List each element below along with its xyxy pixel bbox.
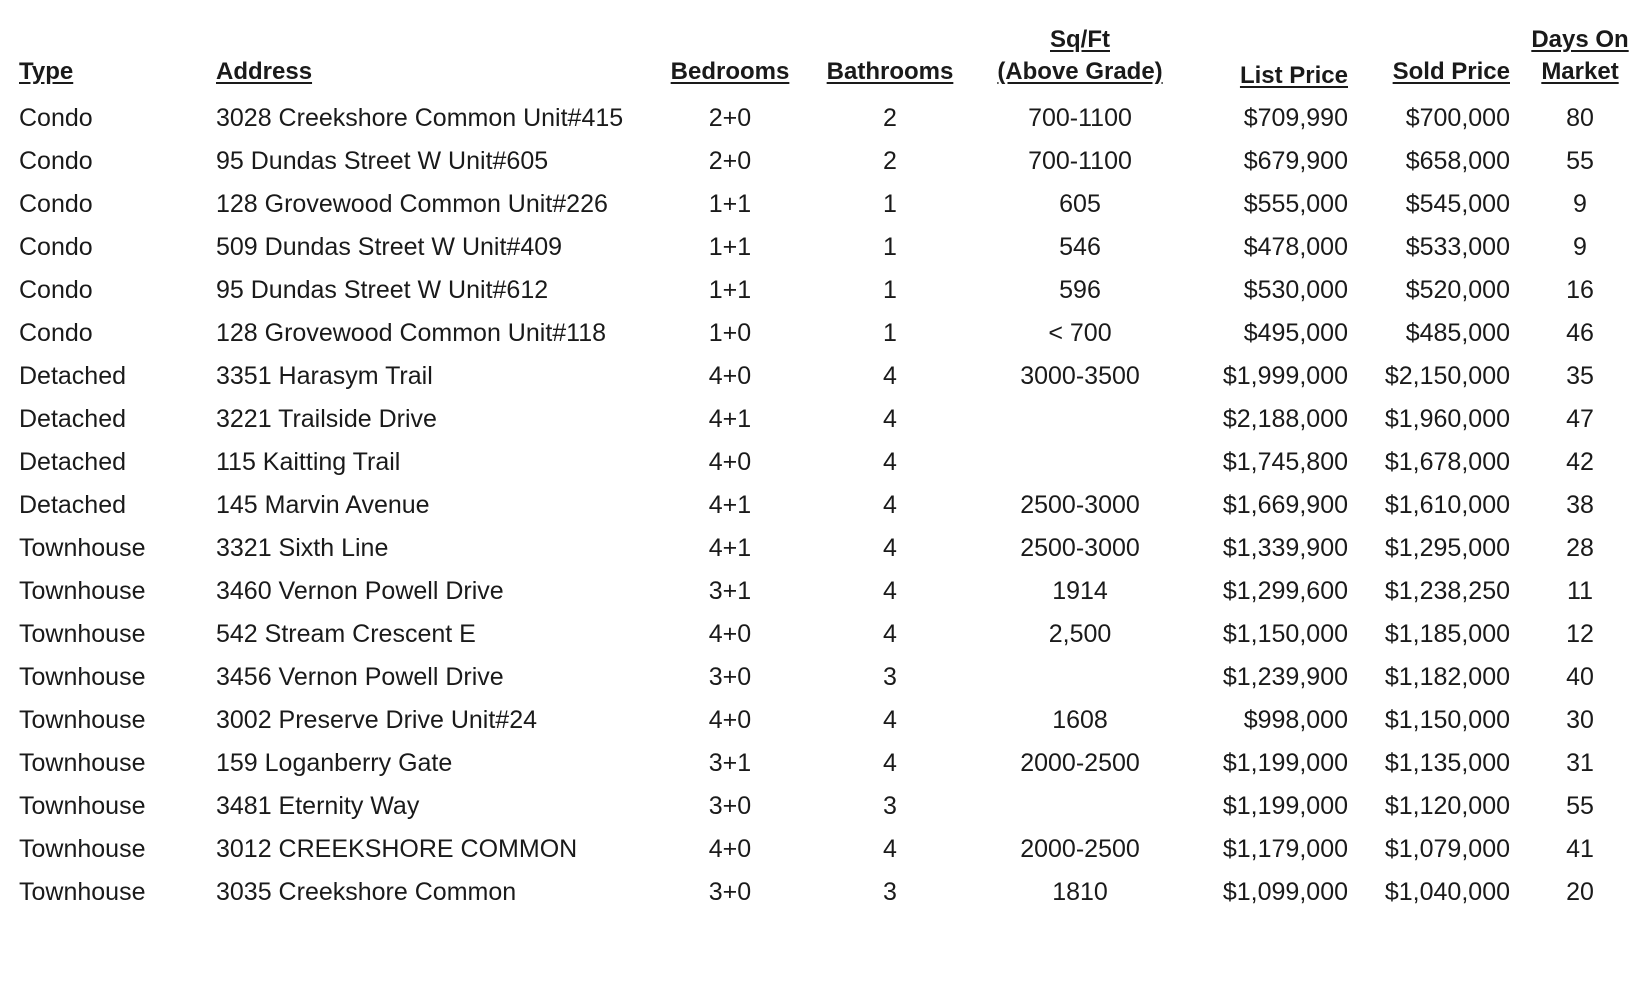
cell-days-on-market: 12 (1566, 620, 1594, 648)
cell-bathrooms: 4 (883, 577, 897, 605)
cell-days-on-market: 38 (1566, 491, 1594, 519)
cell-sqft: 3000-3500 (1020, 362, 1140, 390)
cell-bedrooms: 1+1 (708, 190, 752, 218)
table-row (0, 95, 1650, 141)
cell-list-price: $495,000 (1243, 319, 1348, 347)
cell-sold-price: $1,678,000 (1384, 448, 1510, 476)
cell-days-on-market: 46 (1566, 319, 1594, 347)
cell-type: Townhouse (19, 706, 146, 734)
cell-type: Condo (19, 319, 93, 347)
header-address (216, 56, 646, 88)
cell-bedrooms: 3+0 (708, 792, 752, 820)
cell-bedrooms: 4+0 (708, 835, 752, 863)
cell-type: Townhouse (19, 792, 146, 820)
cell-sqft: 2,500 (1048, 620, 1112, 648)
cell-sqft: 700-1100 (1028, 147, 1132, 175)
cell-address: 115 Kaitting Trail (216, 448, 401, 476)
cell-list-price: $1,999,000 (1222, 362, 1348, 390)
cell-sqft: 1914 (1052, 577, 1108, 605)
header-bedrooms (660, 56, 800, 88)
cell-days-on-market: 30 (1566, 706, 1594, 734)
cell-type: Condo (19, 104, 93, 132)
table-row (0, 525, 1650, 571)
cell-address: 3028 Creekshore Common Unit#415 (216, 104, 624, 132)
cell-bedrooms: 4+1 (708, 534, 752, 562)
cell-address: 159 Loganberry Gate (216, 749, 453, 777)
cell-bedrooms: 2+0 (708, 147, 752, 175)
header-sold-price-label: Sold Price (1392, 58, 1510, 85)
cell-days-on-market: 41 (1566, 835, 1594, 863)
cell-sqft: 1810 (1052, 878, 1108, 906)
cell-list-price: $1,745,800 (1222, 448, 1348, 476)
table-row (0, 740, 1650, 786)
cell-address: 3351 Harasym Trail (216, 362, 433, 390)
cell-sqft: 596 (1059, 276, 1101, 304)
cell-address: 3321 Sixth Line (216, 534, 389, 562)
cell-bedrooms: 4+1 (708, 491, 752, 519)
cell-address: 3221 Trailside Drive (216, 405, 437, 433)
cell-address: 542 Stream Crescent E (216, 620, 476, 648)
cell-list-price: $1,669,900 (1222, 491, 1348, 519)
cell-address: 3002 Preserve Drive Unit#24 (216, 706, 537, 734)
cell-address: 128 Grovewood Common Unit#226 (216, 190, 608, 218)
cell-type: Townhouse (19, 749, 146, 777)
table-row (0, 138, 1650, 184)
cell-bathrooms: 4 (883, 749, 897, 777)
cell-sold-price: $1,040,000 (1384, 878, 1510, 906)
cell-sqft: 2500-3000 (1020, 534, 1140, 562)
cell-type: Detached (19, 448, 127, 476)
cell-sold-price: $520,000 (1405, 276, 1510, 304)
table-row (0, 396, 1650, 442)
cell-list-price: $1,199,000 (1222, 792, 1348, 820)
table-row (0, 439, 1650, 485)
table-row (0, 869, 1650, 915)
cell-days-on-market: 35 (1566, 362, 1594, 390)
cell-days-on-market: 42 (1566, 448, 1594, 476)
header-bathrooms (820, 56, 960, 88)
cell-days-on-market: 40 (1566, 663, 1594, 691)
header-list-price (1180, 60, 1348, 92)
cell-type: Condo (19, 147, 93, 175)
cell-days-on-market: 16 (1566, 276, 1594, 304)
cell-sold-price: $2,150,000 (1384, 362, 1510, 390)
cell-sold-price: $1,079,000 (1384, 835, 1510, 863)
cell-list-price: $679,900 (1243, 147, 1348, 175)
cell-address: 145 Marvin Avenue (216, 491, 430, 519)
cell-bedrooms: 1+0 (708, 319, 752, 347)
table-row (0, 568, 1650, 614)
cell-bathrooms: 4 (883, 491, 897, 519)
cell-bathrooms: 3 (883, 792, 897, 820)
header-days-line2: Market (1541, 58, 1619, 85)
cell-days-on-market: 11 (1567, 577, 1593, 605)
table-row (0, 611, 1650, 657)
cell-list-price: $530,000 (1243, 276, 1348, 304)
cell-bathrooms: 4 (883, 448, 897, 476)
cell-sold-price: $1,295,000 (1384, 534, 1510, 562)
cell-sold-price: $1,182,000 (1384, 663, 1510, 691)
cell-address: 95 Dundas Street W Unit#612 (216, 276, 549, 304)
cell-list-price: $998,000 (1243, 706, 1348, 734)
cell-bathrooms: 3 (883, 878, 897, 906)
table-row (0, 697, 1650, 743)
cell-bedrooms: 2+0 (708, 104, 752, 132)
cell-sold-price: $700,000 (1405, 104, 1510, 132)
cell-bedrooms: 3+1 (708, 749, 752, 777)
cell-list-price: $709,990 (1243, 104, 1348, 132)
cell-type: Condo (19, 276, 93, 304)
cell-address: 3012 CREEKSHORE COMMON (216, 835, 578, 863)
table-row (0, 353, 1650, 399)
cell-type: Detached (19, 405, 127, 433)
cell-sold-price: $1,960,000 (1384, 405, 1510, 433)
cell-bathrooms: 4 (883, 405, 897, 433)
cell-days-on-market: 20 (1566, 878, 1594, 906)
header-bedrooms-label: Bedrooms (670, 58, 790, 85)
cell-bedrooms: 4+0 (708, 620, 752, 648)
header-sqft (980, 24, 1180, 88)
cell-address: 3035 Creekshore Common (216, 878, 517, 906)
cell-list-price: $1,150,000 (1222, 620, 1348, 648)
cell-sold-price: $545,000 (1405, 190, 1510, 218)
cell-type: Condo (19, 190, 93, 218)
cell-bathrooms: 4 (883, 534, 897, 562)
cell-bathrooms: 4 (883, 835, 897, 863)
cell-days-on-market: 80 (1566, 104, 1594, 132)
cell-address: 509 Dundas Street W Unit#409 (216, 233, 563, 261)
table-row (0, 783, 1650, 829)
cell-sold-price: $1,238,250 (1384, 577, 1510, 605)
cell-address: 95 Dundas Street W Unit#605 (216, 147, 549, 175)
cell-days-on-market: 55 (1566, 147, 1594, 175)
table-row (0, 654, 1650, 700)
cell-bedrooms: 4+0 (708, 448, 752, 476)
cell-bathrooms: 1 (883, 190, 897, 218)
cell-list-price: $1,339,900 (1222, 534, 1348, 562)
cell-bathrooms: 4 (883, 620, 897, 648)
header-sold-price (1348, 56, 1510, 88)
table-header (0, 18, 1650, 88)
cell-bedrooms: 4+1 (708, 405, 752, 433)
cell-sqft: 546 (1059, 233, 1101, 261)
cell-days-on-market: 47 (1566, 405, 1594, 433)
cell-sold-price: $1,135,000 (1384, 749, 1510, 777)
cell-bathrooms: 1 (883, 319, 897, 347)
cell-sold-price: $485,000 (1405, 319, 1510, 347)
cell-bedrooms: 1+1 (708, 276, 752, 304)
cell-bedrooms: 3+0 (708, 663, 752, 691)
cell-type: Detached (19, 362, 127, 390)
header-address-label: Address (216, 58, 313, 85)
cell-list-price: $1,099,000 (1222, 878, 1348, 906)
header-type-label: Type (19, 58, 74, 85)
cell-list-price: $2,188,000 (1222, 405, 1348, 433)
cell-list-price: $1,239,900 (1222, 663, 1348, 691)
cell-days-on-market: 9 (1573, 190, 1587, 218)
header-sqft-line2: (Above Grade) (997, 58, 1163, 85)
cell-list-price: $1,179,000 (1222, 835, 1348, 863)
header-list-price-label: List Price (1239, 62, 1348, 89)
cell-sqft: 2000-2500 (1020, 749, 1140, 777)
cell-address: 3460 Vernon Powell Drive (216, 577, 504, 605)
header-days-on-market (1520, 24, 1640, 88)
table-row (0, 181, 1650, 227)
cell-address: 3481 Eternity Way (216, 792, 420, 820)
table-row (0, 310, 1650, 356)
cell-type: Townhouse (19, 620, 146, 648)
cell-bathrooms: 3 (883, 663, 897, 691)
cell-sqft: 605 (1059, 190, 1101, 218)
cell-sold-price: $658,000 (1405, 147, 1510, 175)
cell-type: Condo (19, 233, 93, 261)
cell-days-on-market: 31 (1566, 749, 1594, 777)
cell-type: Townhouse (19, 663, 146, 691)
cell-list-price: $1,299,600 (1222, 577, 1348, 605)
cell-bathrooms: 4 (883, 706, 897, 734)
cell-type: Townhouse (19, 577, 146, 605)
cell-sold-price: $1,185,000 (1384, 620, 1510, 648)
cell-sold-price: $533,000 (1405, 233, 1510, 261)
cell-sold-price: $1,120,000 (1384, 792, 1510, 820)
header-days-line1: Days On (1531, 26, 1629, 53)
cell-type: Townhouse (19, 878, 146, 906)
cell-sqft: 2000-2500 (1020, 835, 1140, 863)
cell-bathrooms: 1 (883, 276, 897, 304)
cell-bedrooms: 3+1 (708, 577, 752, 605)
table-row (0, 482, 1650, 528)
cell-list-price: $478,000 (1243, 233, 1348, 261)
cell-bathrooms: 1 (883, 233, 897, 261)
cell-bathrooms: 4 (883, 362, 897, 390)
header-sqft-line1: Sq/Ft (1050, 26, 1110, 53)
cell-type: Detached (19, 491, 127, 519)
cell-days-on-market: 9 (1573, 233, 1587, 261)
header-bathrooms-label: Bathrooms (826, 58, 954, 85)
cell-sold-price: $1,610,000 (1384, 491, 1510, 519)
cell-type: Townhouse (19, 835, 146, 863)
cell-bedrooms: 1+1 (708, 233, 752, 261)
table-row (0, 267, 1650, 313)
header-type (19, 56, 199, 88)
cell-days-on-market: 28 (1566, 534, 1594, 562)
cell-sqft: 700-1100 (1028, 104, 1132, 132)
cell-sqft: 2500-3000 (1020, 491, 1140, 519)
cell-address: 3456 Vernon Powell Drive (216, 663, 504, 691)
cell-bedrooms: 3+0 (708, 878, 752, 906)
cell-sold-price: $1,150,000 (1384, 706, 1510, 734)
cell-bathrooms: 2 (883, 104, 897, 132)
cell-list-price: $1,199,000 (1222, 749, 1348, 777)
cell-type: Townhouse (19, 534, 146, 562)
cell-bedrooms: 4+0 (708, 362, 752, 390)
table-row (0, 826, 1650, 872)
cell-bedrooms: 4+0 (708, 706, 752, 734)
cell-sqft: < 700 (1048, 319, 1112, 347)
cell-list-price: $555,000 (1243, 190, 1348, 218)
cell-days-on-market: 55 (1566, 792, 1594, 820)
cell-address: 128 Grovewood Common Unit#118 (216, 319, 607, 347)
cell-sqft: 1608 (1052, 706, 1108, 734)
cell-bathrooms: 2 (883, 147, 897, 175)
table-row (0, 224, 1650, 270)
